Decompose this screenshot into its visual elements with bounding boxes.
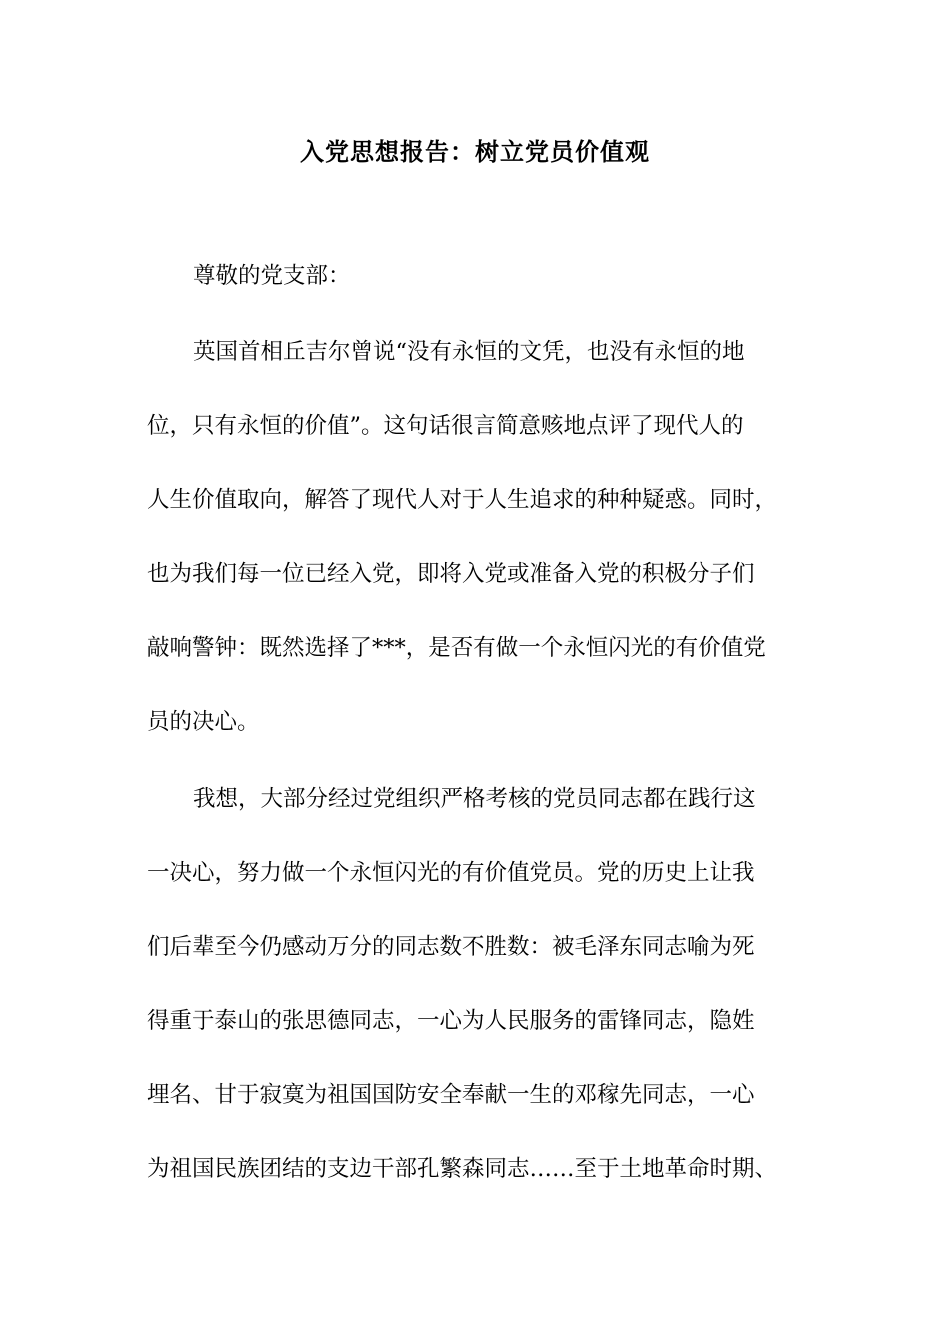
- paragraph-1-line-2: 位，只有永恒的价值”。这句话很言简意赅地点评了现代人的: [147, 413, 744, 439]
- paragraph-2-line-2: 一决心，努力做一个永恒闪光的有价值党员。党的历史上让我: [147, 860, 755, 886]
- paragraph-1-line-4: 也为我们每一位已经入党，即将入党或准备入党的积极分子们: [147, 561, 755, 587]
- paragraph-2-line-4: 得重于泰山的张思德同志，一心为人民服务的雷锋同志，隐姓: [147, 1008, 755, 1034]
- paragraph-2-line-6: 为祖国民族团结的支边干部孔繁森同志……至于土地革命时期、: [147, 1156, 778, 1182]
- paragraph-1-line-1: 英国首相丘吉尔曾说“没有永恒的文凭，也没有永恒的地: [193, 339, 745, 365]
- document-title: 入党思想报告：树立党员价值观: [300, 138, 650, 166]
- paragraph-1-line-3: 人生价值取向，解答了现代人对于人生追求的种种疑惑。同时，: [147, 487, 778, 513]
- paragraph-2-line-5: 埋名、甘于寂寞为祖国国防安全奉献一生的邓稼先同志，一心: [147, 1082, 755, 1108]
- paragraph-2-line-1: 我想，大部分经过党组织严格考核的党员同志都在践行这: [193, 786, 756, 812]
- salutation: 尊敬的党支部：: [193, 263, 351, 289]
- paragraph-1-line-6: 员的决心。: [147, 709, 260, 735]
- paragraph-1-line-5: 敲响警钟：既然选择了***，是否有做一个永恒闪光的有价值党: [147, 635, 766, 661]
- paragraph-2-line-3: 们后辈至今仍感动万分的同志数不胜数：被毛泽东同志喻为死: [147, 934, 755, 960]
